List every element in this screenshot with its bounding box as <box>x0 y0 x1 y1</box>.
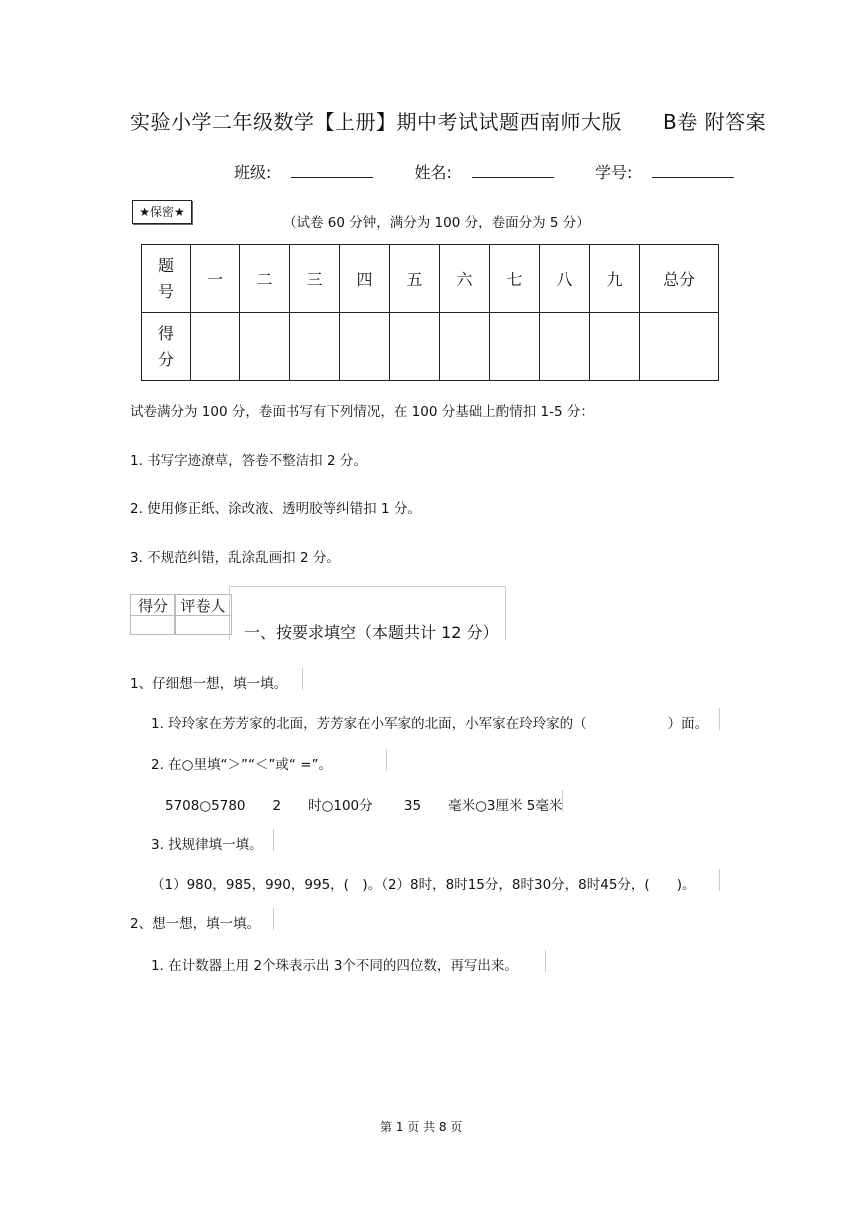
class-label: 班级: <box>234 163 272 182</box>
col-8: 八 <box>540 245 590 313</box>
question-item: 1. 玲玲家在芳芳家的北面，芳芳家在小军家的北面，小军家在玲玲家的（ ）面。 <box>151 716 709 732</box>
class-field[interactable] <box>234 163 391 182</box>
student-info-line <box>234 160 770 183</box>
instruction-item: 3. 不规范纠错，乱涂乱画扣 2 分。 <box>130 550 340 566</box>
grader-name-label: 评卷人 <box>174 594 232 616</box>
grader-name-blank[interactable] <box>174 615 232 635</box>
col-7: 七 <box>490 245 540 313</box>
question-label: 2、想一想，填一填。 <box>130 916 261 932</box>
instruction-item: 2. 使用修正纸、涂改液、透明胶等纠错扣 1 分。 <box>130 501 421 517</box>
col-4: 四 <box>340 245 390 313</box>
divider <box>719 708 720 730</box>
instruction-item: 1. 书写字迹潦草，答卷不整洁扣 2 分。 <box>130 453 367 469</box>
col-2: 二 <box>240 245 290 313</box>
grader-score-blank[interactable] <box>130 615 176 635</box>
score-cell[interactable] <box>490 313 540 381</box>
divider <box>719 869 720 891</box>
page-footer: 第 1 页 共 8 页 <box>380 1120 463 1134</box>
score-cell[interactable] <box>340 313 390 381</box>
score-cell[interactable] <box>191 313 240 381</box>
question-values: （1）980，985，990，995，( )。（2）8时，8时15分，8时30分，8时45分，( )。 <box>151 877 696 893</box>
name-blank[interactable] <box>472 163 554 178</box>
score-cell[interactable] <box>590 313 640 381</box>
secret-badge: ★保密★ <box>132 200 192 224</box>
number-blank[interactable] <box>652 163 734 178</box>
question-label: 1、仔细想一想，填一填。 <box>130 676 288 692</box>
question-item: 2. 在○里填“＞”“＜”或“ =”。 <box>151 757 333 773</box>
score-table-header-row <box>142 245 719 313</box>
score-cell[interactable] <box>390 313 440 381</box>
col-total: 总分 <box>640 245 719 313</box>
header-first-cell: 题 号 <box>142 245 191 313</box>
divider <box>229 586 505 587</box>
class-blank[interactable] <box>291 163 373 178</box>
col-1: 一 <box>191 245 240 313</box>
number-field[interactable] <box>595 163 752 182</box>
divider <box>273 829 274 851</box>
number-label: 学号: <box>595 163 633 182</box>
score-cell[interactable] <box>640 313 719 381</box>
col-9: 九 <box>590 245 640 313</box>
divider <box>229 586 230 640</box>
score-cell[interactable] <box>290 313 340 381</box>
col-3: 三 <box>290 245 340 313</box>
divider <box>386 749 387 771</box>
score-cell[interactable] <box>240 313 290 381</box>
col-5: 五 <box>390 245 440 313</box>
question-item: 3. 找规律填一填。 <box>151 837 263 853</box>
page-title: 实验小学二年级数学【上册】期中考试试题西南师大版 B卷 附答案 <box>130 110 767 134</box>
score-cell[interactable] <box>540 313 590 381</box>
section-title: 一、按要求填空（本题共计 12 分） <box>244 623 499 642</box>
divider <box>562 790 563 812</box>
score-table-score-row <box>142 313 719 381</box>
grader-score-label: 得分 <box>130 594 176 616</box>
divider <box>545 950 546 972</box>
grader-box <box>130 594 230 634</box>
divider <box>302 668 303 690</box>
divider <box>505 586 506 640</box>
exam-note: （试卷 60 分钟，满分为 100 分，卷面分为 5 分） <box>283 215 590 231</box>
col-6: 六 <box>440 245 490 313</box>
divider <box>273 908 274 930</box>
row2-first-cell: 得 分 <box>142 313 191 381</box>
instructions-intro: 试卷满分为 100 分，卷面书写有下列情况，在 100 分基础上酌情扣 1-5 分： <box>130 404 594 420</box>
question-item: 1. 在计数器上用 2个珠表示出 3个不同的四位数，再写出来。 <box>151 958 518 974</box>
name-label: 姓名: <box>414 163 452 182</box>
question-values: 5708○5780 2 时○100分 35 毫米○3厘米 5毫米 <box>165 798 563 814</box>
score-cell[interactable] <box>440 313 490 381</box>
name-field[interactable] <box>415 163 572 182</box>
score-table <box>141 244 719 381</box>
